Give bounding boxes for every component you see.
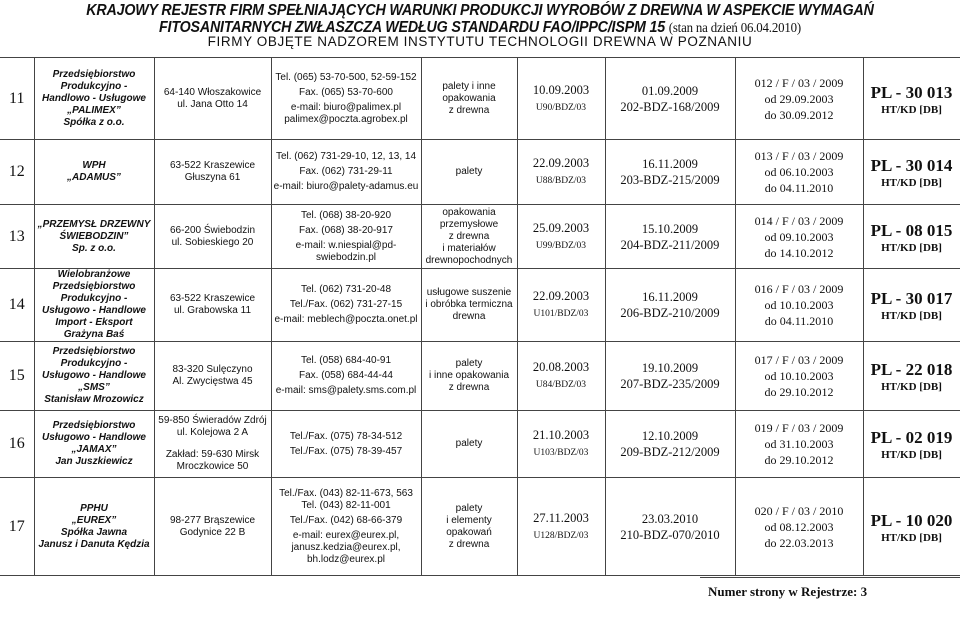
cert-line: 013 / F / 03 / 2009 <box>754 149 844 163</box>
table-row <box>0 269 960 342</box>
product-line: przemysłowe <box>439 218 499 230</box>
address-line: 59-850 Świeradów Zdrój <box>158 415 267 426</box>
decision <box>605 478 735 576</box>
table-row <box>0 411 960 478</box>
contact-line: e-mail: meblech@poczta.onet.pl <box>274 314 418 325</box>
certificate <box>735 140 863 205</box>
row-number: 12 <box>0 140 34 205</box>
code: 203-BDZ-215/2009 <box>620 173 720 187</box>
code: U90/BDZ/03 <box>535 102 587 113</box>
name-line: Spółka z o.o. <box>63 116 125 128</box>
date: 25.09.2003 <box>532 220 590 235</box>
product-line: palety <box>455 438 483 449</box>
company-name <box>34 411 154 478</box>
address <box>154 140 271 205</box>
pl-number <box>863 342 960 411</box>
products <box>421 411 517 478</box>
name-line: Usługowo - Handlowe <box>42 305 146 316</box>
address-line: 98-277 Brąszewice <box>169 514 256 526</box>
contact-line: Tel. (062) 731-20-48 <box>300 284 392 295</box>
name-line: „SMS” <box>78 382 110 393</box>
address-line: ul. Jana Otto 14 <box>177 98 248 110</box>
product-line: drewnopochodnych <box>425 254 513 266</box>
status-date: (stan na dzień 06.04.2010) <box>668 21 801 36</box>
cert-line: do 30.09.2012 <box>764 107 834 122</box>
cert-line: od 06.10.2003 <box>764 165 834 179</box>
subtitle: FIRMY OBJĘTE NADZOREM INSTYTUTU TECHNOLOGII DREWNA W POZNANIU <box>207 34 753 49</box>
pl-treatment: HT/KD [DB] <box>881 381 942 393</box>
address-line: 63-522 Kraszewice <box>169 293 256 304</box>
cert-line: do 04.11.2010 <box>764 314 834 328</box>
code: U88/BDZ/03 <box>535 176 587 186</box>
product-line: z drewna <box>448 230 490 242</box>
contact-info <box>271 58 421 140</box>
name-line: Spółka Jawna <box>60 526 128 538</box>
name-line: Produkcyjno - <box>60 80 128 92</box>
contact-line: Tel./Fax. (062) 731-27-15 <box>289 299 403 310</box>
name-line: Stanisław Mrozowicz <box>44 394 144 405</box>
product-line: palety <box>455 166 483 177</box>
product-line: opakowań <box>446 526 492 538</box>
cert-line: od 31.10.2003 <box>764 437 834 451</box>
row-number: 13 <box>0 205 34 269</box>
registration-date <box>517 205 605 269</box>
product-line: i obróbka termiczna <box>425 299 513 310</box>
name-line: Handlowo - Usługowe <box>42 92 146 104</box>
code: U103/BDZ/03 <box>533 448 589 458</box>
address <box>154 269 271 342</box>
cert-line: od 29.09.2003 <box>764 91 834 106</box>
company-name <box>34 140 154 205</box>
contact-info <box>271 269 421 342</box>
registration-date <box>517 342 605 411</box>
cert-line: od 10.10.2003 <box>764 369 834 383</box>
code: 204-BDZ-211/2009 <box>620 237 720 252</box>
name-line: Jan Juszkiewicz <box>55 456 133 467</box>
date: 22.09.2003 <box>532 289 590 303</box>
products <box>421 478 517 576</box>
cert-line: 019 / F / 03 / 2009 <box>754 421 844 435</box>
products <box>421 342 517 411</box>
cert-line: do 04.11.2010 <box>764 181 834 195</box>
date: 12.10.2009 <box>641 429 699 443</box>
name-line: „EUREX” <box>71 514 117 526</box>
name-line: Przedsiębiorstwo <box>52 346 136 357</box>
contact-info <box>271 205 421 269</box>
cert-line: 012 / F / 03 / 2009 <box>754 75 844 90</box>
cert-line: od 09.10.2003 <box>764 229 834 244</box>
date: 16.11.2009 <box>642 290 698 304</box>
product-line: i inne opakowania <box>428 370 510 381</box>
products <box>421 58 517 140</box>
contact-line: Tel. (065) 53-70-500, 52-59-152 <box>275 71 417 83</box>
cert-line: do 29.10.2012 <box>764 453 834 467</box>
name-line: Przedsiębiorstwo <box>52 68 136 80</box>
date: 20.08.2003 <box>532 360 590 374</box>
product-line: opakowania <box>442 206 496 218</box>
contact-info <box>271 140 421 205</box>
name-line: „PALIMEX” <box>67 104 121 116</box>
contact-info <box>271 411 421 478</box>
contact-line: e-mail: w.niespial@pd-swiebodzin.pl <box>295 239 397 263</box>
certificate <box>735 58 863 140</box>
name-line: „ADAMUS” <box>67 172 121 183</box>
name-line: Sp. z o.o. <box>72 242 116 254</box>
company-name <box>34 205 154 269</box>
product-line: z drewna <box>448 538 490 550</box>
row-number: 15 <box>0 342 34 411</box>
pl-treatment: HT/KD [DB] <box>881 531 942 544</box>
registration-date <box>517 411 605 478</box>
table-row <box>0 478 960 576</box>
address <box>154 478 271 576</box>
address <box>154 205 271 269</box>
date: 27.11.2003 <box>533 510 589 525</box>
table-row <box>0 342 960 411</box>
register-table <box>0 57 960 576</box>
pl-code: PL - 10 020 <box>870 510 953 530</box>
cert-line: 017 / F / 03 / 2009 <box>754 353 844 367</box>
cert-line: od 08.12.2003 <box>764 519 834 534</box>
products <box>421 140 517 205</box>
company-name <box>34 58 154 140</box>
date: 01.09.2009 <box>641 83 699 98</box>
contact-line: e-mail: biuro@palety-adamus.eu <box>273 181 419 192</box>
address-line: Mroczkowice 50 <box>176 461 249 472</box>
registration-date <box>517 478 605 576</box>
address-line: ul. Kolejowa 2 A <box>176 427 249 438</box>
pl-treatment: HT/KD [DB] <box>881 241 942 254</box>
company-name <box>34 342 154 411</box>
code: 207-BDZ-235/2009 <box>620 377 720 391</box>
address-line: Al. Zwycięstwa 45 <box>172 376 253 387</box>
date: 10.09.2003 <box>532 82 590 97</box>
date: 22.09.2003 <box>532 156 590 170</box>
address <box>154 342 271 411</box>
row-number: 17 <box>0 478 34 576</box>
decision <box>605 205 735 269</box>
name-line: Janusz i Danuta Kędzia <box>38 538 150 550</box>
row-number: 11 <box>0 58 34 140</box>
contact-line: e-mail: sms@palety.sms.com.pl <box>275 385 417 396</box>
contact-line: Tel./Fax. (075) 78-34-512 <box>289 430 403 442</box>
pl-number <box>863 411 960 478</box>
cert-line: 016 / F / 03 / 2009 <box>754 282 844 296</box>
address-line: Głuszyna 61 <box>184 172 241 183</box>
certificate <box>735 411 863 478</box>
decision <box>605 342 735 411</box>
code: U128/BDZ/03 <box>533 530 589 541</box>
certificate <box>735 478 863 576</box>
code: 209-BDZ-212/2009 <box>620 445 720 459</box>
certificate <box>735 342 863 411</box>
product-line: palety <box>455 502 483 514</box>
pl-treatment: HT/KD [DB] <box>881 103 942 116</box>
name-line: Usługowo - Handlowe <box>42 370 146 381</box>
cert-line: do 14.10.2012 <box>764 245 834 260</box>
product-line: z drewna <box>448 382 490 393</box>
certificate <box>735 205 863 269</box>
registration-date <box>517 140 605 205</box>
code: U99/BDZ/03 <box>535 240 587 251</box>
table-row <box>0 205 960 269</box>
name-line: Przedsiębiorstwo <box>52 281 136 292</box>
cert-line: do 29.10.2012 <box>764 385 834 399</box>
contact-line: Tel. (062) 731-29-10, 12, 13, 14 <box>275 151 417 162</box>
cert-line: od 10.10.2003 <box>764 298 834 312</box>
name-line: Wielobranżowe <box>57 269 131 280</box>
product-line: z drewna <box>448 104 490 116</box>
address-line: 64-140 Włoszakowice <box>163 86 262 98</box>
name-line: „JAMAX” <box>71 444 117 455</box>
code: 206-BDZ-210/2009 <box>620 306 720 320</box>
pl-code: PL - 30 014 <box>870 156 953 175</box>
date: 16.11.2009 <box>642 157 698 171</box>
registration-date <box>517 58 605 140</box>
contact-line: Tel./Fax. (042) 68-66-379 <box>289 514 403 526</box>
code: U84/BDZ/03 <box>535 380 587 390</box>
address-line: ul. Sobieskiego 20 <box>171 236 254 248</box>
company-name <box>34 478 154 576</box>
contact-line: Tel./Fax. (075) 78-39-457 <box>289 445 403 457</box>
cert-line: do 22.03.2013 <box>764 535 834 550</box>
product-line: palety i inne <box>442 80 496 92</box>
footer-divider <box>700 577 960 578</box>
cert-line: 020 / F / 03 / 2010 <box>754 503 844 518</box>
name-line: WPH <box>82 160 106 171</box>
pl-number <box>863 478 960 576</box>
contact-info <box>271 342 421 411</box>
name-line: „PRZEMYSŁ DRZEWNY <box>37 218 151 230</box>
code: 202-BDZ-168/2009 <box>620 99 720 114</box>
name-line: Import - Eksport <box>55 317 133 328</box>
registration-date <box>517 269 605 342</box>
table-row <box>0 140 960 205</box>
product-line: palety <box>455 358 483 369</box>
date: 21.10.2003 <box>532 428 590 442</box>
row-number: 14 <box>0 269 34 342</box>
name-line: Przedsiębiorstwo <box>52 420 136 431</box>
contact-line: Fax. (058) 684-44-44 <box>299 370 393 381</box>
pl-code: PL - 08 015 <box>870 220 953 240</box>
product-line: i materiałów <box>442 242 496 254</box>
name-line: PPHU <box>80 502 108 514</box>
name-line: Grażyna Baś <box>63 329 125 340</box>
pl-code: PL - 02 019 <box>870 428 953 447</box>
product-line: i elementy <box>446 514 492 526</box>
code: 210-BDZ-070/2010 <box>620 527 720 542</box>
contact-line: Fax. (065) 53-70-600 <box>299 86 393 98</box>
title-line-1: KRAJOWY REJESTR FIRM SPEŁNIAJĄCYCH WARUNKI PRODUKCJI WYROBÓW Z DREWNA W ASPEKCIE WYMAGAŃ <box>86 2 874 19</box>
pl-code: PL - 30 017 <box>870 289 953 308</box>
code: U101/BDZ/03 <box>533 309 589 319</box>
address-line: 63-522 Kraszewice <box>169 160 256 171</box>
page-number-label: Numer strony w Rejestrze: 3 <box>708 584 868 599</box>
pl-number <box>863 140 960 205</box>
pl-treatment: HT/KD [DB] <box>881 310 942 322</box>
name-line: ŚWIEBODZIN” <box>59 230 129 242</box>
address-line: Godynice 22 B <box>179 526 246 538</box>
contact-line: Tel. (058) 684-40-91 <box>300 355 392 366</box>
name-line: Usługowo - Handlowe <box>42 432 146 443</box>
decision <box>605 269 735 342</box>
address <box>154 58 271 140</box>
pl-number <box>863 205 960 269</box>
pl-treatment: HT/KD [DB] <box>881 177 942 189</box>
contact-line: Fax. (062) 731-29-11 <box>299 166 393 177</box>
pl-treatment: HT/KD [DB] <box>881 449 942 461</box>
decision <box>605 140 735 205</box>
contact-line: Tel./Fax. (043) 82-11-673, 563 Tel. (043) 82-11-001 <box>279 487 413 511</box>
contact-line: e-mail: eurex@eurex.pl, janusz.kedzia@eurex.pl, bh.lodz@eurex.pl <box>291 529 401 565</box>
address-line: Zakład: 59-630 Mirsk <box>165 449 260 460</box>
title-text: FITOSANITARNYCH ZWŁASZCZA WEDŁUG STANDARDU FAO/IPPC/ISPM 15 <box>159 19 665 36</box>
contact-line: Tel. (068) 38-20-920 <box>300 209 392 221</box>
decision <box>605 58 735 140</box>
products <box>421 205 517 269</box>
pl-number <box>863 58 960 140</box>
cert-line: 014 / F / 03 / 2009 <box>754 213 844 228</box>
date: 15.10.2009 <box>641 221 699 236</box>
address-line: 83-320 Sulęczyno <box>172 364 253 375</box>
certificate <box>735 269 863 342</box>
name-line: Produkcyjno - <box>60 358 128 369</box>
pl-code: PL - 30 013 <box>870 82 953 102</box>
name-line: Produkcyjno - <box>60 293 128 304</box>
pl-code: PL - 22 018 <box>870 360 953 379</box>
pl-number <box>863 269 960 342</box>
address-line: ul. Grabowska 11 <box>173 305 252 316</box>
table-row <box>0 58 960 140</box>
contact-line: e-mail: biuro@palimex.pl palimex@poczta.agrobex.pl <box>284 101 408 125</box>
product-line: drewna <box>452 311 486 322</box>
contact-line: Fax. (068) 38-20-917 <box>299 224 393 236</box>
date: 19.10.2009 <box>641 361 699 375</box>
date: 23.03.2010 <box>641 511 699 526</box>
address <box>154 411 271 478</box>
address-line: 66-200 Świebodzin <box>169 224 256 236</box>
products <box>421 269 517 342</box>
product-line: usługowe suszenie <box>426 287 512 298</box>
company-name <box>34 269 154 342</box>
contact-info <box>271 478 421 576</box>
row-number: 16 <box>0 411 34 478</box>
decision <box>605 411 735 478</box>
product-line: opakowania <box>442 92 496 104</box>
